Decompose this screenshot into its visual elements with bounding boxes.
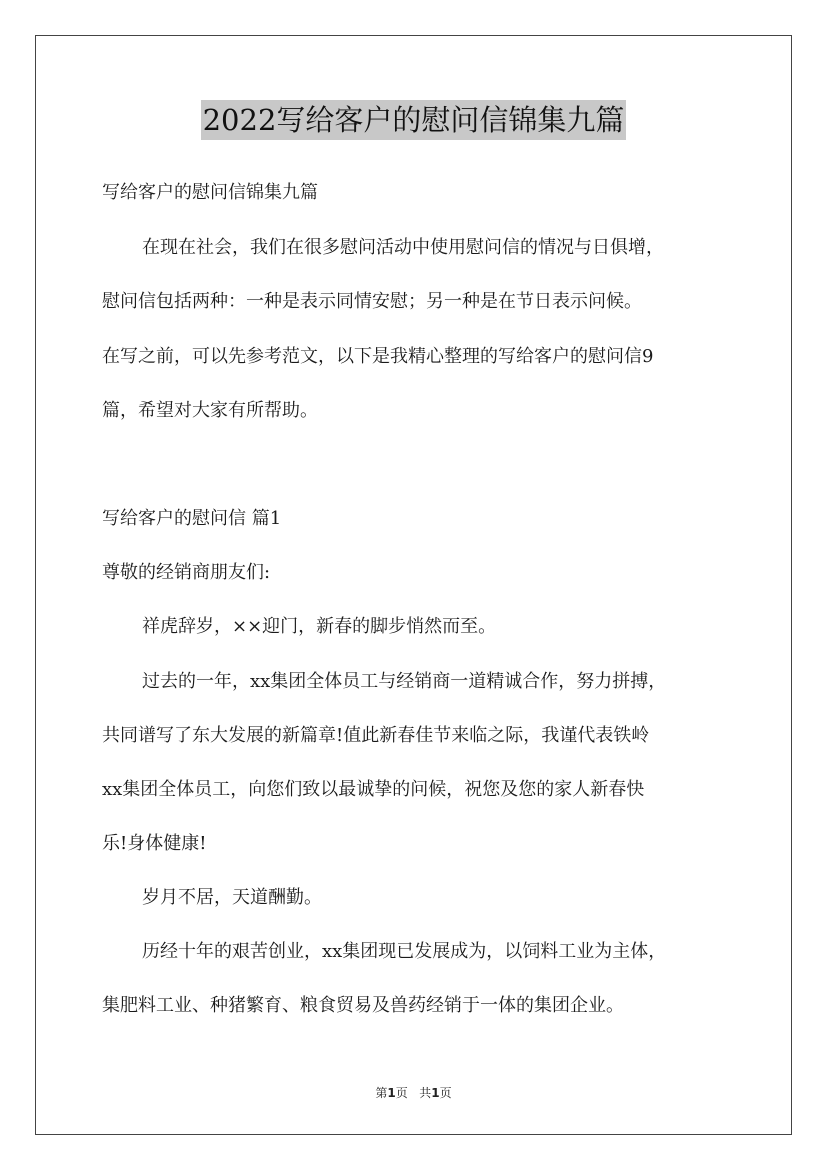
section-heading: 写给客户的慰问信 篇1 bbox=[102, 508, 282, 529]
title-wrap bbox=[0, 100, 827, 140]
paragraph-line: 岁月不居，天道酬勤。 bbox=[142, 887, 322, 908]
paragraph-line: 过去的一年，xx集团全体员工与经销商一道精诚合作，努力拼搏， bbox=[142, 671, 667, 692]
paragraph-line: 共同谱写了东大发展的新篇章!值此新春佳节来临之际，我谨代表铁岭 bbox=[102, 725, 650, 746]
footer-page-suffix: 页 bbox=[395, 1086, 408, 1100]
footer-total-prefix: 共 bbox=[419, 1086, 432, 1100]
paragraph-line: 在现在社会，我们在很多慰问活动中使用慰问信的情况与日俱增， bbox=[142, 237, 664, 258]
paragraph-line: 历经十年的艰苦创业，xx集团现已发展成为，以饲料工业为主体， bbox=[142, 941, 667, 962]
paragraph-line: xx集团全体员工，向您们致以最诚挚的问候，祝您及您的家人新春快 bbox=[102, 779, 645, 800]
paragraph-line: 慰问信包括两种：一种是表示同情安慰；另一种是在节日表示问候。 bbox=[102, 291, 642, 312]
paragraph-line: 在写之前，可以先参考范文，以下是我精心整理的写给客户的慰问信9 bbox=[102, 346, 654, 367]
document-title: 2022写给客户的慰问信锦集九篇 bbox=[201, 100, 627, 140]
paragraph-line: 集肥料工业、种猪繁育、粮食贸易及兽药经销于一体的集团企业。 bbox=[102, 995, 624, 1016]
subtitle-line: 写给客户的慰问信锦集九篇 bbox=[102, 182, 318, 203]
footer-page-total: 1 bbox=[431, 1086, 440, 1100]
page-footer bbox=[0, 1084, 827, 1101]
footer-page-prefix: 第 bbox=[375, 1086, 388, 1100]
paragraph-line: 乐!身体健康! bbox=[102, 833, 207, 854]
paragraph-line: 篇，希望对大家有所帮助。 bbox=[102, 400, 318, 421]
footer-page-current: 1 bbox=[387, 1086, 396, 1100]
salutation: 尊敬的经销商朋友们: bbox=[102, 562, 271, 583]
paragraph-line: 祥虎辞岁，××迎门，新春的脚步悄然而至。 bbox=[142, 616, 497, 637]
footer-total-suffix: 页 bbox=[439, 1086, 452, 1100]
